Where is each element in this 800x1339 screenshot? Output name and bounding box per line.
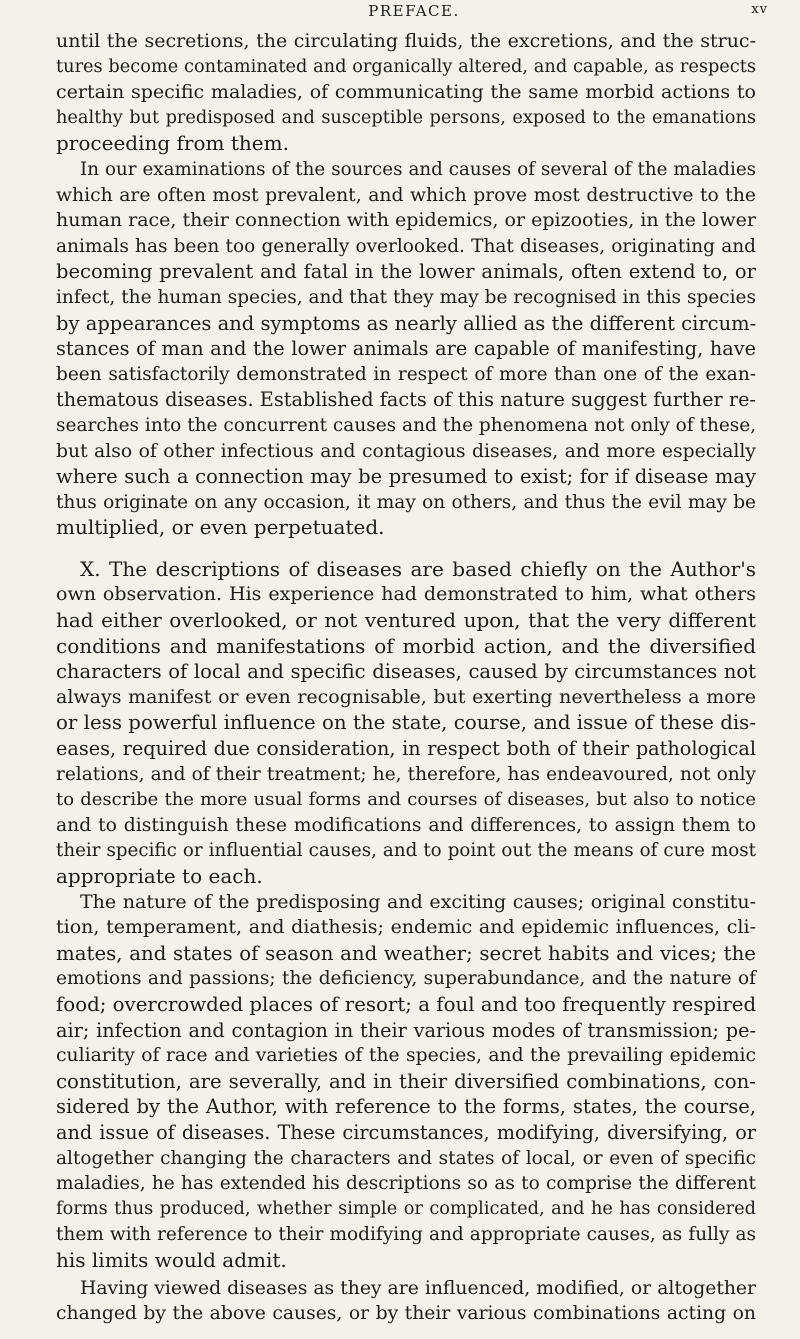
text-line: altogether changing the characters and states of local, or even of specific xyxy=(56,1147,756,1169)
text-line: had either overlooked, or not ventured upon, that the very different xyxy=(56,608,756,633)
text-line: The nature of the predisposing and exciting causes; original constitu- xyxy=(80,890,756,913)
text-line: animals has been too generally overlooked. That diseases, originating and xyxy=(56,235,756,257)
text-line: mates, and states of season and weather; secret habits and vices; the xyxy=(56,941,756,965)
paragraph-1 xyxy=(56,29,756,157)
text-line: where such a connection may be presumed to exist; for if disease may xyxy=(56,465,756,489)
text-line: culiarity of race and varieties of the species, and the prevailing epidemic xyxy=(56,1045,756,1067)
text-line: always manifest or even recognisable, but exerting nevertheless a more xyxy=(56,685,756,708)
paragraph-gap xyxy=(56,541,756,557)
paragraph-4 xyxy=(56,890,756,1274)
text-line: tures become contaminated and organically altered, and capable, as respects xyxy=(56,56,756,77)
text-line: eases, required due consideration, in respect both of their pathological xyxy=(56,737,756,761)
text-line: and issue of diseases. These circumstances, modifying, diversifying, or xyxy=(56,1120,756,1144)
text-line: conditions and manifestations of morbid action, and the diversified xyxy=(56,633,756,658)
text-line: until the secretions, the circulating fluids, the excretions, and the struc- xyxy=(56,30,756,52)
text-line: their specific or influential causes, and to point out the means of cure most xyxy=(56,840,756,862)
page-number: xv xyxy=(751,2,768,17)
paragraph-5 xyxy=(56,1276,756,1327)
text-line: X. The descriptions of diseases are based chiefly on the Author's xyxy=(80,556,756,581)
text-line: relations, and of their treatment; he, therefore, has endeavoured, not only xyxy=(56,763,756,785)
text-line: healthy but predisposed and susceptible persons, exposed to the emanations xyxy=(56,107,756,128)
text-line: been satisfactorily demonstrated in respect of more than one of the exan- xyxy=(56,363,756,385)
text-line: thus originate on any occasion, it may on others, and thus the evil may be xyxy=(56,491,756,513)
text-line: by appearances and symptoms as nearly allied as the different circum- xyxy=(56,311,757,335)
text-line: searches into the concurrent causes and the phenomena not only of these, xyxy=(56,414,757,436)
text-line: his limits would admit. xyxy=(56,1247,287,1272)
text-line: becoming prevalent and fatal in the lower animals, often extend to, or xyxy=(56,260,756,284)
text-line: to describe the more usual forms and courses of diseases, but also to notice xyxy=(56,789,756,811)
running-header xyxy=(60,0,768,26)
text-line: thematous diseases. Established facts of this nature suggest further re- xyxy=(56,388,756,412)
text-line: In our examinations of the sources and causes of several of the maladies xyxy=(80,158,756,180)
text-line: sidered by the Author, with reference to the forms, states, the course, xyxy=(56,1095,756,1119)
text-line: Having viewed diseases as they are influenced, modified, or altogether xyxy=(80,1277,756,1299)
text-line: constitution, are severally, and in their diversified combinations, con- xyxy=(56,1069,756,1093)
page-body xyxy=(56,29,756,1327)
text-line: but also of other infectious and contagious diseases, and more especially xyxy=(56,440,756,462)
text-line: appropriate to each. xyxy=(56,864,263,888)
text-line: or less powerful influence on the state, course, and issue of these dis- xyxy=(56,711,756,735)
text-line: air; infection and contagion in their various modes of transmission; pe- xyxy=(56,1018,756,1042)
text-line: tion, temperament, and diathesis; endemic and epidemic influences, cli- xyxy=(56,916,756,939)
text-line: them with reference to their modifying and appropriate causes, as fully as xyxy=(56,1224,756,1246)
text-line: own observation. His experience had demonstrated to him, what others xyxy=(56,583,756,606)
text-line: changed by the above causes, or by their various combinations acting on xyxy=(56,1303,756,1325)
text-line: multiplied, or even perpetuated. xyxy=(56,515,385,540)
text-line: proceeding from them. xyxy=(56,131,289,156)
text-line: certain specific maladies, of communicating the same morbid actions to xyxy=(56,81,756,104)
text-line: characters of local and specific diseases, caused by circumstances not xyxy=(56,660,756,684)
paragraph-2 xyxy=(56,157,756,541)
running-title: PREFACE. xyxy=(368,2,460,20)
text-line: human race, their connection with epidemics, or epizooties, in the lower xyxy=(56,209,756,232)
text-line: forms thus produced, whether simple or complicated, and he has considered xyxy=(56,1198,756,1219)
text-line: food; overcrowded places of resort; a foul and too frequently respired xyxy=(56,992,757,1016)
paragraph-3 xyxy=(56,557,756,890)
text-line: emotions and passions; the deficiency, superabundance, and the nature of xyxy=(56,968,756,990)
text-line: maladies, he has extended his descriptions so as to comprise the different xyxy=(56,1173,756,1195)
text-line: which are often most prevalent, and which prove most destructive to the xyxy=(56,184,756,206)
text-line: infect, the human species, and that they may be recognised in this species xyxy=(56,286,756,308)
text-line: stances of man and the lower animals are capable of manifesting, have xyxy=(56,337,756,361)
text-line: and to distinguish these modifications and differences, to assign them to xyxy=(56,814,756,836)
